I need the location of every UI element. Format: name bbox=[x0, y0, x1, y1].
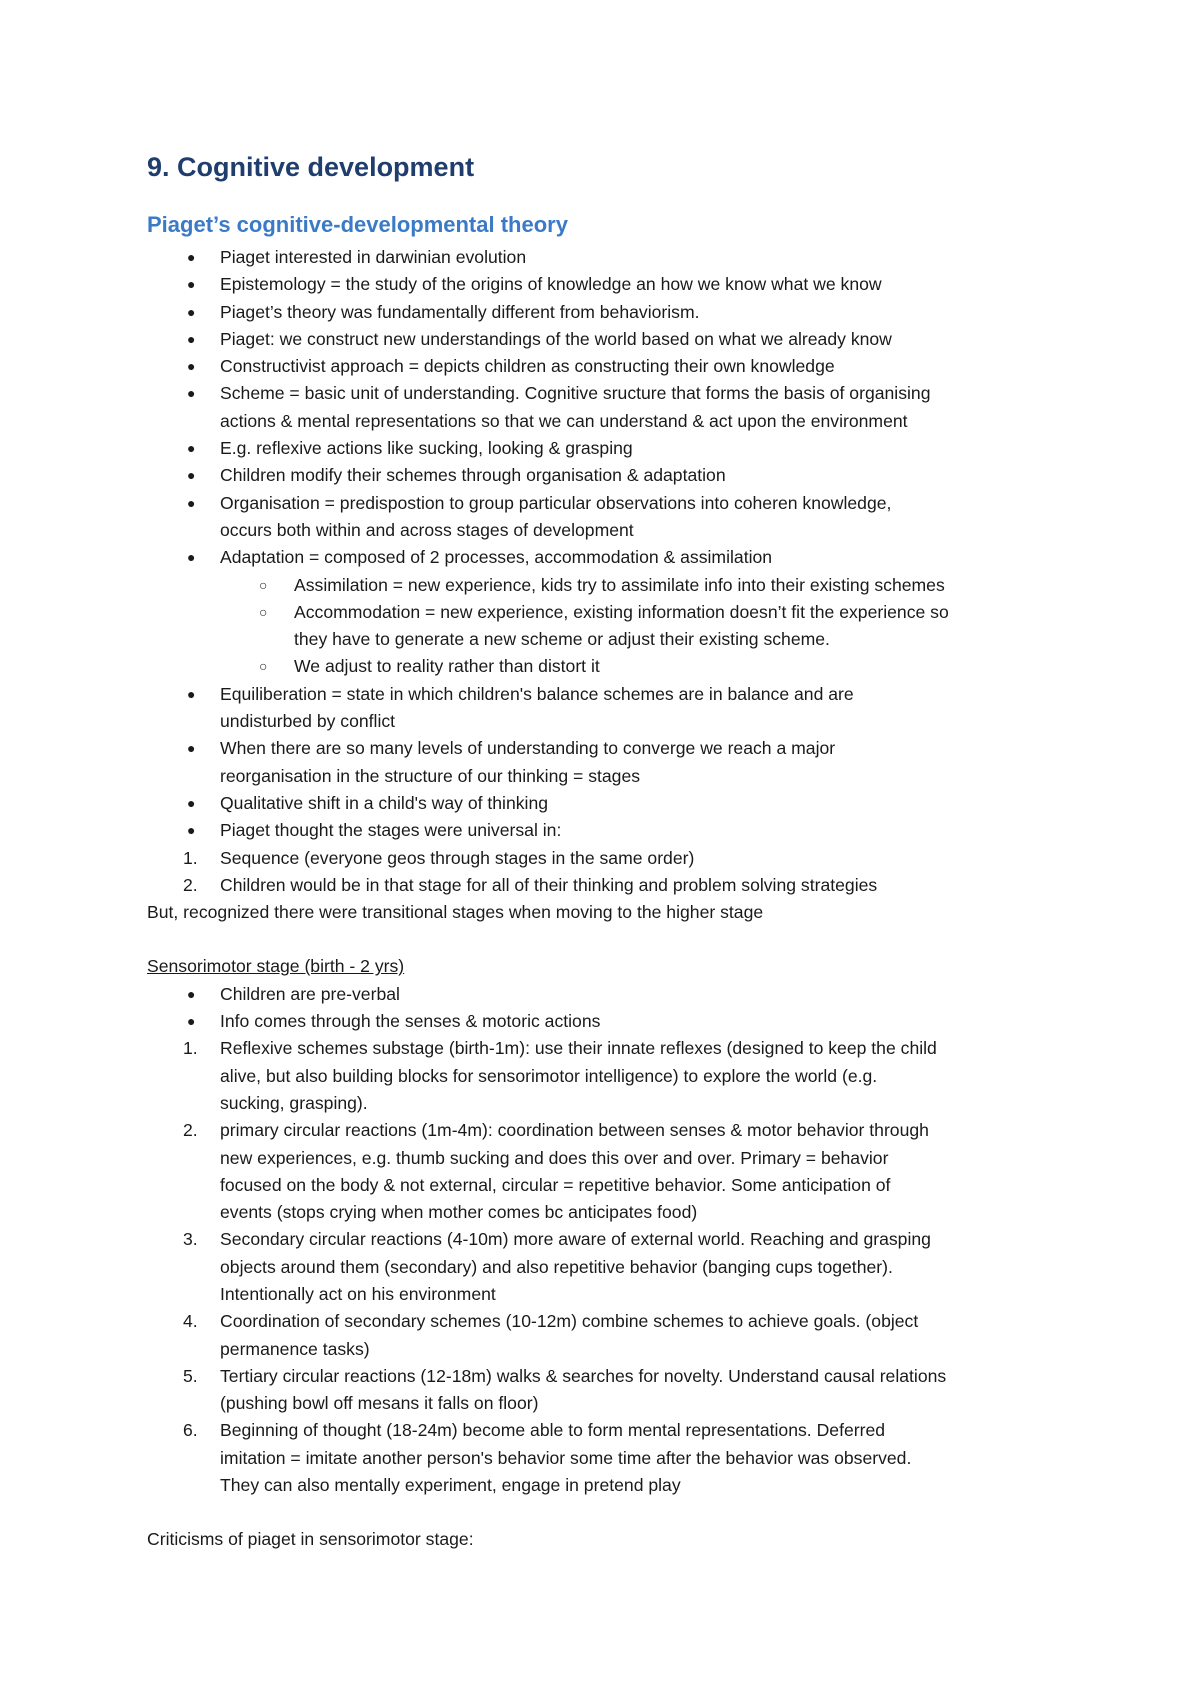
sub-bullet-continuation: they have to generate a new scheme or adjust their existing scheme. bbox=[294, 629, 830, 650]
bullet-item: ● Constructivist approach = depicts children as constructing their own knowledge bbox=[147, 353, 1077, 380]
numbered-continuation: events (stops crying when mother comes bc anticipates food) bbox=[220, 1202, 698, 1223]
numbered-continuation: (pushing bowl off mesans it falls on floor) bbox=[220, 1393, 539, 1414]
bullet-item: ● Epistemology = the study of the origins of knowledge an how we know what we know bbox=[147, 271, 1077, 298]
bullet-continuation: reorganisation in the structure of our thinking = stages bbox=[220, 765, 641, 786]
bullet-icon: ● bbox=[187, 385, 196, 402]
document-content bbox=[147, 150, 1077, 1554]
numbered-continuation: They can also mentally experiment, engage in pretend play bbox=[220, 1475, 681, 1496]
hollow-circle-icon: ○ bbox=[259, 658, 268, 675]
bullet-item: ● Children modify their schemes through organisation & adaptation bbox=[147, 462, 1077, 489]
bullet-item-organisation: ● Organisation = predispostion to group particular observations into coheren knowledge, bbox=[147, 490, 1077, 517]
bullet-continuation: undisturbed by conflict bbox=[220, 711, 396, 732]
hollow-circle-icon: ○ bbox=[259, 576, 268, 593]
bullet-icon: ● bbox=[187, 822, 196, 839]
bullet-icon: ● bbox=[187, 549, 196, 566]
paragraph-note: But, recognized there were transitional stages when moving to the higher stage bbox=[147, 902, 764, 923]
bullet-icon: ● bbox=[187, 467, 196, 484]
hollow-circle-icon: ○ bbox=[259, 603, 268, 620]
sub-bullet-item: ○ Assimilation = new experience, kids try to assimilate info into their existing schemes bbox=[147, 572, 1077, 599]
numbered-item-substage: 3. Secondary circular reactions (4-10m) more aware of external world. Reaching and grasping bbox=[183, 1229, 931, 1250]
numbered-item-substage: 4. Coordination of secondary schemes (10-12m) combine schemes to achieve goals. (object bbox=[183, 1311, 919, 1332]
bullet-icon: ● bbox=[187, 330, 196, 347]
bullet-icon: ● bbox=[187, 1013, 196, 1030]
numbered-continuation: new experiences, e.g. thumb sucking and does this over and over. Primary = behavior bbox=[220, 1147, 889, 1168]
numbered-item: 1. Sequence (everyone geos through stages in the same order) bbox=[183, 847, 695, 868]
numbered-item-substage: 2. primary circular reactions (1m-4m): coordination between senses & motor behavior through bbox=[183, 1120, 929, 1141]
numbered-continuation: focused on the body & not external, circular = repetitive behavior. Some anticipation of bbox=[220, 1174, 891, 1195]
page-title: 9. Cognitive development bbox=[147, 152, 475, 182]
bullet-item: ● Piaget’s theory was fundamentally different from behaviorism. bbox=[147, 299, 1077, 326]
bullet-item: ● Piaget thought the stages were universal in: bbox=[147, 817, 1077, 844]
bullet-item: ● Info comes through the senses & motoric actions bbox=[147, 1008, 1077, 1035]
section-heading-piaget: Piaget’s cognitive-developmental theory bbox=[147, 212, 568, 237]
sub-bullet-item: ○ We adjust to reality rather than distort it bbox=[147, 653, 1077, 680]
bullet-item-equiliberation: ● Equiliberation = state in which children's balance schemes are in balance and are bbox=[147, 681, 1077, 708]
numbered-continuation: Intentionally act on his environment bbox=[220, 1283, 496, 1304]
bullet-item: ● E.g. reflexive actions like sucking, looking & grasping bbox=[147, 435, 1077, 462]
numbered-continuation: alive, but also building blocks for sensorimotor intelligence) to explore the world (e.g. bbox=[220, 1065, 878, 1086]
numbered-continuation: sucking, grasping). bbox=[220, 1092, 368, 1113]
bullet-icon: ● bbox=[187, 985, 196, 1002]
bullet-icon: ● bbox=[187, 303, 196, 320]
bullet-item: ● Qualitative shift in a child's way of thinking bbox=[147, 790, 1077, 817]
bullet-icon: ● bbox=[187, 249, 196, 265]
numbered-continuation: permanence tasks) bbox=[220, 1338, 370, 1359]
bullet-item: ● Piaget: we construct new understandings of the world based on what we already know bbox=[147, 326, 1077, 353]
bullet-icon: ● bbox=[187, 358, 196, 375]
bullet-item: ● Piaget interested in darwinian evolution bbox=[147, 244, 1077, 271]
bullet-item-levels: ● When there are so many levels of understanding to converge we reach a major bbox=[147, 735, 1077, 762]
numbered-item-substage: 1. Reflexive schemes substage (birth-1m): use their innate reflexes (designed to keep the child bbox=[183, 1038, 937, 1059]
bullet-continuation: actions & mental representations so that we can understand & act upon the environment bbox=[220, 410, 908, 431]
numbered-item-substage: 5. Tertiary circular reactions (12-18m) walks & searches for novelty. Understand causal relations bbox=[183, 1365, 947, 1386]
bullet-icon: ● bbox=[187, 440, 196, 457]
bullet-item-adaptation: ● Adaptation = composed of 2 processes, accommodation & assimilation bbox=[147, 544, 1077, 571]
paragraph-criticisms: Criticisms of piaget in sensorimotor stage: bbox=[147, 1529, 474, 1550]
bullet-continuation: occurs both within and across stages of development bbox=[220, 519, 634, 540]
numbered-item-substage: 6. Beginning of thought (18-24m) become able to form mental representations. Deferred bbox=[183, 1420, 886, 1441]
numbered-item: 2. Children would be in that stage for all of their thinking and problem solving strategies bbox=[183, 874, 878, 895]
bullet-icon: ● bbox=[187, 494, 196, 511]
bullet-item-scheme: ● Scheme = basic unit of understanding. Cognitive sructure that forms the basis of organising bbox=[147, 380, 1077, 407]
bullet-icon: ● bbox=[187, 794, 196, 811]
bullet-icon: ● bbox=[187, 740, 196, 757]
bullet-item: ● Children are pre-verbal bbox=[147, 981, 1077, 1008]
spacer bbox=[147, 1499, 1077, 1526]
spacer bbox=[147, 926, 1077, 953]
bullet-icon: ● bbox=[187, 276, 196, 293]
numbered-continuation: imitation = imitate another person's behavior some time after the behavior was observed. bbox=[220, 1447, 912, 1468]
section-heading-sensorimotor: Sensorimotor stage (birth - 2 yrs) bbox=[147, 956, 405, 977]
bullet-icon: ● bbox=[187, 685, 196, 702]
numbered-continuation: objects around them (secondary) and also repetitive behavior (banging cups together). bbox=[220, 1256, 893, 1277]
sub-bullet-item: ○ Accommodation = new experience, existing information doesn’t fit the experience so bbox=[147, 599, 1077, 626]
